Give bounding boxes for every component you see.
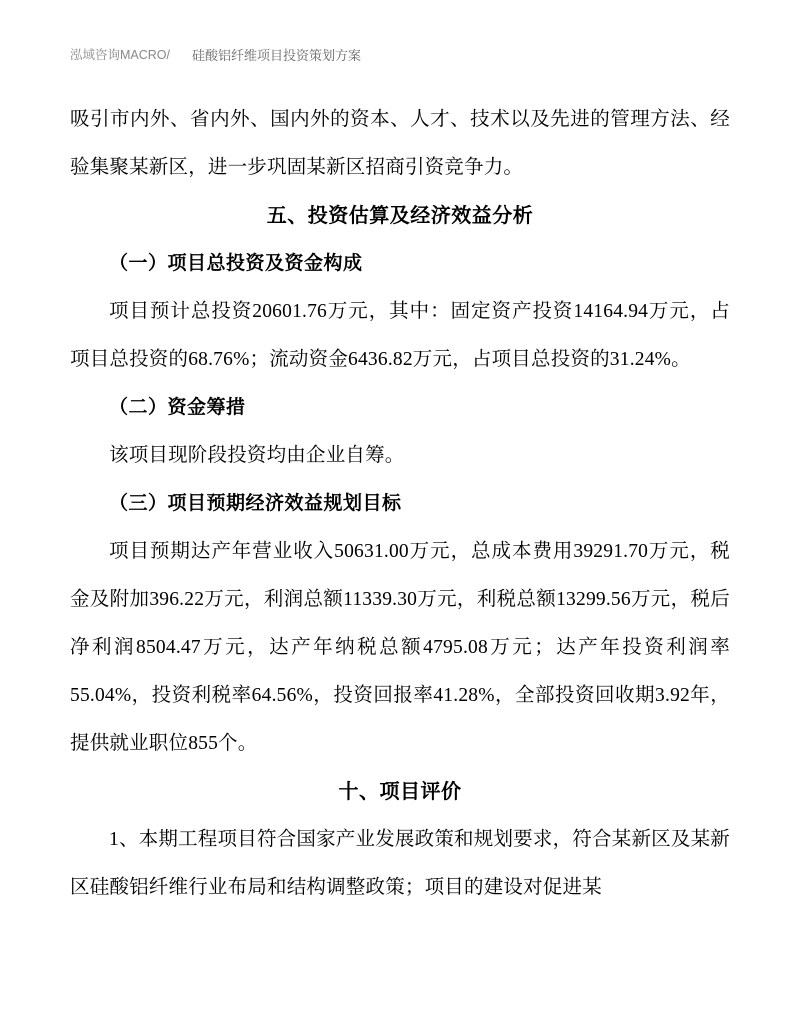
paragraph-expected-benefit: 项目预期达产年营业收入50631.00万元，总成本费用39291.70万元，税金及附加396.22万元，利润总额11339.30万元，利税总额13299.56万元，税后净利润8504.47万元，达产年纳税总额4795.08万元；达产年投资利润率55.04%，投资利税率64.56%，投资回报率41.28%，全部投资回收期3.92年，提供就业职位855个。 bbox=[70, 541, 730, 754]
header-document-title: 硅酸铝纤维项目投资策划方案 bbox=[192, 47, 362, 63]
paragraph-total-investment: 项目预计总投资20601.76万元，其中：固定资产投资14164.94万元，占项目总投资的68.76%；流动资金6436.82万元，占项目总投资的31.24%。 bbox=[70, 301, 730, 370]
subsection-heading-funding: （二）资金筹措 bbox=[109, 397, 246, 418]
paragraph-funding: 该项目现阶段投资均由企业自筹。 bbox=[109, 445, 405, 466]
paragraph-evaluation: 1、本期工程项目符合国家产业发展政策和规划要求，符合某新区及某新区硅酸铝纤维行业布局和结构调整政策；项目的建设对促进某 bbox=[70, 829, 730, 898]
document-body bbox=[70, 96, 730, 912]
section-heading-project-evaluation: 十、项目评价 bbox=[338, 781, 462, 803]
section-heading-investment-estimate: 五、投资估算及经济效益分析 bbox=[266, 205, 534, 227]
subsection-heading-expected-benefit: （三）项目预期经济效益规划目标 bbox=[109, 493, 402, 514]
header-company-label: 泓域咨询MACRO/ bbox=[70, 48, 171, 62]
page-header bbox=[0, 42, 800, 66]
paragraph-intro: 吸引市内外、省内外、国内外的资本、人才、技术以及先进的管理方法、经验集聚某新区，进一步巩固某新区招商引资竞争力。 bbox=[70, 109, 730, 178]
subsection-heading-total-investment: （一）项目总投资及资金构成 bbox=[109, 253, 363, 274]
